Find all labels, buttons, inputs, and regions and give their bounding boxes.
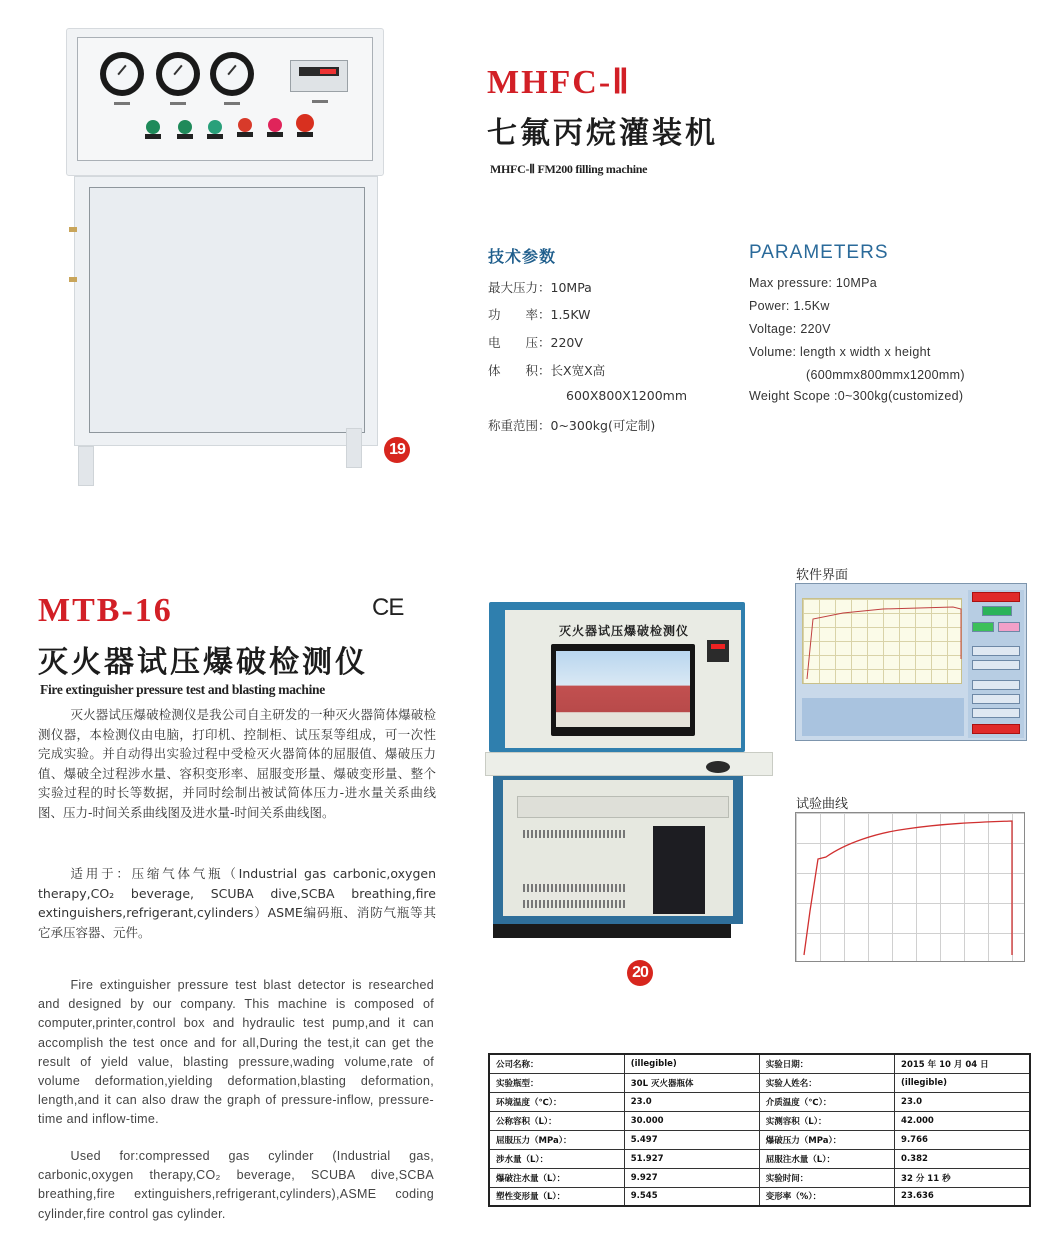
fm200-filling-machine-image <box>66 28 392 488</box>
pressure-gauge-icon <box>100 52 144 96</box>
table-row: 公称容积（L）： 30.000 实测容积（L）： 42.000 <box>489 1111 1030 1130</box>
table-row: 实验瓶型： 30L 灭火器瓶体 实验人姓名： (illegible) <box>489 1073 1030 1092</box>
software-caption: 软件界面 <box>796 568 849 583</box>
usage-en: Used for:compressed gas cylinder (Industrial gas, carbonic,oxygen therapy,CO₂ beverage, SCUBA dive,SCBA breathing,fire extinguishers,refrigerant,cylinders),ASME coding cylinder,fire control gas cylinder. <box>38 1149 434 1221</box>
description-en: Fire extinguisher pressure test blast detector is researched and designed by our company. This machine is composed of computer,printer,control box and hydraulic test pump,and it can accomplish the test once and for all,During the test,it can get the result of yield value, blasting pressure,wading volume,rate of volume deformation,yielding deformation,blasting deformation, length,and it can also draw the graph of pressure-inflow, pressure-time and inflow-time. <box>38 978 434 1127</box>
machine-panel-title: 灭火器试压爆破检测仪 <box>558 624 689 638</box>
param-line-cn: 体 积：长X宽X高 <box>488 363 606 378</box>
computer-case <box>653 826 705 914</box>
indicator-lamp-icon <box>146 120 160 134</box>
mouse-icon <box>706 761 730 773</box>
pressure-test-machine-image <box>483 600 783 960</box>
software-plot <box>802 598 962 684</box>
software-status-area <box>802 698 964 736</box>
ce-mark-icon: CE <box>372 594 404 621</box>
digital-controller <box>707 640 729 662</box>
product-model: MHFC-Ⅱ <box>487 64 631 101</box>
test-result-table <box>488 1053 1031 1207</box>
pressure-gauge-icon <box>156 52 200 96</box>
product-model: MTB-16 <box>38 592 173 629</box>
cabinet-base <box>493 924 731 938</box>
product-title-en: MHFC-Ⅱ FM200 filling machine <box>490 162 648 176</box>
cabinet-door <box>89 187 365 433</box>
table-row: 爆破注水量（L）： 9.927 实验时间： 32 分 11 秒 <box>489 1168 1030 1187</box>
param-line-en: (600mmx800mmx1200mm) <box>806 368 965 382</box>
table-row: 屈服压力（MPa）： 5.497 爆破压力（MPa）： 9.766 <box>489 1130 1030 1149</box>
cabinet-leg <box>346 428 362 468</box>
monitor-screen <box>551 644 695 736</box>
param-line-cn: 电 压：220V <box>488 335 583 350</box>
indicator-lamp-icon <box>268 118 282 132</box>
param-line-en: Weight Scope :0~300kg(customized) <box>749 389 964 403</box>
indicator-lamp-icon <box>238 118 252 132</box>
desk-surface <box>485 752 773 776</box>
param-line-en: Max pressure: 10MPa <box>749 276 877 290</box>
control-panel-housing <box>66 28 384 176</box>
cabinet-leg <box>78 446 94 486</box>
param-line-cn: 最大压力：10MPa <box>488 280 592 295</box>
params-heading-cn: 技术参数 <box>488 247 557 266</box>
params-heading-en: PARAMETERS <box>749 242 889 263</box>
table-row: 公司名称： (illegible) 实验日期： 2015 年 10 月 04 日 <box>489 1054 1030 1073</box>
param-line-cn: 称重范围：0~300kg(可定制) <box>488 418 656 433</box>
emergency-stop-icon <box>296 114 314 132</box>
curve-caption: 试验曲线 <box>796 797 849 812</box>
keyboard-drawer <box>517 796 729 818</box>
pressure-gauge-icon <box>210 52 254 96</box>
product-number-badge: 19 <box>384 437 410 463</box>
product-title-cn: 七氟丙烷灌装机 <box>487 116 718 151</box>
software-control-panel <box>968 590 1024 738</box>
product-number-badge: 20 <box>627 960 653 986</box>
table-row: 塑性变形量（L）： 9.545 变形率（%）： 23.636 <box>489 1187 1030 1206</box>
lower-cabinet <box>74 176 378 446</box>
digital-weight-display <box>290 60 348 92</box>
usage-cn: 适用于：压缩气体气瓶（Industrial gas carbonic,oxygen therapy,CO₂ beverage, SCUBA dive,SCBA breathing,fire extinguishers,refrigerant,cylinders）ASME编码瓶、消防气瓶等其它承压容器、元件。 <box>38 866 436 940</box>
software-interface-image <box>795 583 1027 741</box>
product-title-en: Fire extinguisher pressure test and blasting machine <box>40 682 325 697</box>
param-line-en: Voltage: 220V <box>749 322 831 336</box>
table-row: 环境温度（℃）： 23.0 介质温度（℃）： 23.0 <box>489 1092 1030 1111</box>
display-frame <box>489 602 745 752</box>
param-line-cn: 600X800X1200mm <box>566 388 688 403</box>
control-panel <box>77 37 373 161</box>
param-line-en: Volume: length x width x height <box>749 345 931 359</box>
test-curve-chart <box>795 812 1025 962</box>
param-line-cn: 功 率：1.5KW <box>488 307 591 322</box>
description-cn: 灭火器试压爆破检测仪是我公司自主研发的一种灭火器简体爆破检测仪器，本检测仪由电脑，打印机、控制柜、试压泵等组成，可一次性完成实验。并自动得出实验过程中受检灭火器简体的屈服值、爆破压力值、爆破全过程涉水量、容积变形率、屈服变形量、爆破变形量、整个实验过程的时长等数据，并同时绘制出被试简体压力-进水量关系曲线图、压力-时间关系曲线图及进水量-时间关系曲线图。 <box>38 707 436 820</box>
param-line-en: Power: 1.5Kw <box>749 299 830 313</box>
indicator-lamp-icon <box>178 120 192 134</box>
indicator-lamp-icon <box>208 120 222 134</box>
table-row: 涉水量（L）： 51.927 屈服注水量（L）： 0.382 <box>489 1149 1030 1168</box>
product-title-cn: 灭火器试压爆破检测仪 <box>38 645 368 680</box>
